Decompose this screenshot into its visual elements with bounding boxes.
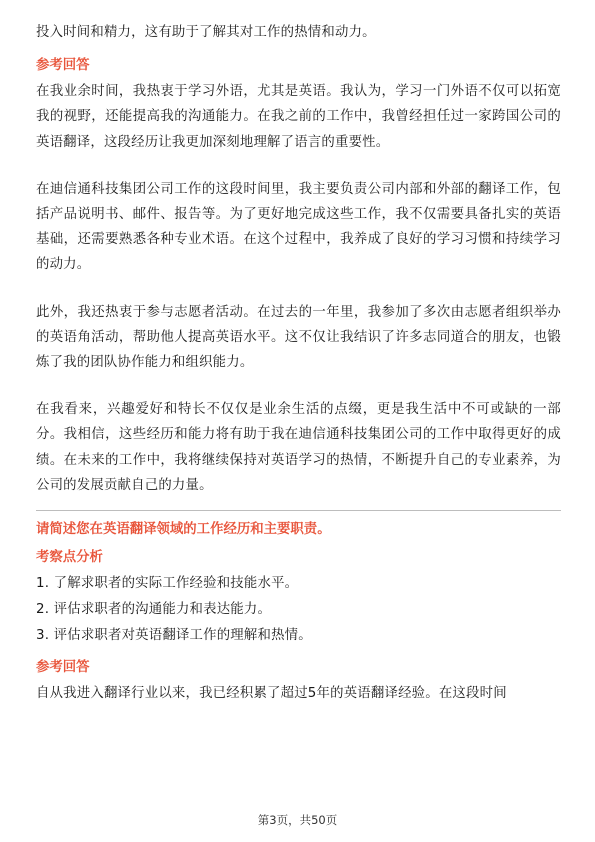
analysis-point: 3. 评估求职者对英语翻译工作的理解和热情。 xyxy=(36,628,312,644)
page-number: 第3页，共50页 xyxy=(257,813,338,827)
page-content xyxy=(36,20,561,706)
analysis-point: 1. 了解求职者的实际工作经验和技能水平。 xyxy=(36,576,299,592)
answer-label-2: 参考回答 xyxy=(36,660,90,676)
top-fragment: 投入时间和精力，这有助于了解其对工作的热情和动力。 xyxy=(36,25,376,40)
answer-start: 自从我进入翻译行业以来，我已经积累了超过5年的英语翻译经验。在这段时间 xyxy=(36,686,507,702)
question-title: 请简述您在英语翻译领域的工作经历和主要职责。 xyxy=(36,522,331,538)
answer-label: 参考回答 xyxy=(36,58,90,74)
answer-paragraph-2: 在迪信通科技集团公司工作的这段时间里，我主要负责公司内部和外部的翻译工作，包括产品说明书、邮件、报告等。为了更好地完成这些工作，我不仅需要具备扎实的英语基础，还需要熟悉各种专业术语。在这个过程中，我养成了良好的学习习惯和持续学习的动力。 xyxy=(36,181,561,273)
answer-paragraph-1: 在我业余时间，我热衷于学习外语，尤其是英语。我认为，学习一门外语不仅可以拓宽我的视野，还能提高我的沟通能力。在我之前的工作中，我曾经担任过一家跨国公司的英语翻译，这段经历让我更加深刻地理解了语言的重要性。 xyxy=(36,84,561,150)
section-divider xyxy=(36,510,561,511)
analysis-points xyxy=(36,571,561,649)
analysis-point: 2. 评估求职者的沟通能力和表达能力。 xyxy=(36,602,272,618)
answer-paragraph-3: 此外，我还热衷于参与志愿者活动。在过去的一年里，我参加了多次由志愿者组织举办的英语角活动，帮助他人提高英语水平。这不仅让我结识了许多志同道合的朋友，也锻炼了我的团队协作能力和组织能力。 xyxy=(36,304,561,371)
answer-paragraph-4: 在我看来，兴趣爱好和特长不仅仅是业余生活的点缀，更是我生活中不可或缺的一部分。我相信，这些经历和能力将有助于我在迪信通科技集团公司的工作中取得更好的成绩。在未来的工作中，我将继续保持对英语学习的热情，不断提升自己的专业素养，为公司的发展贡献自己的力量。 xyxy=(36,402,561,493)
analysis-label: 考察点分析 xyxy=(36,550,103,566)
